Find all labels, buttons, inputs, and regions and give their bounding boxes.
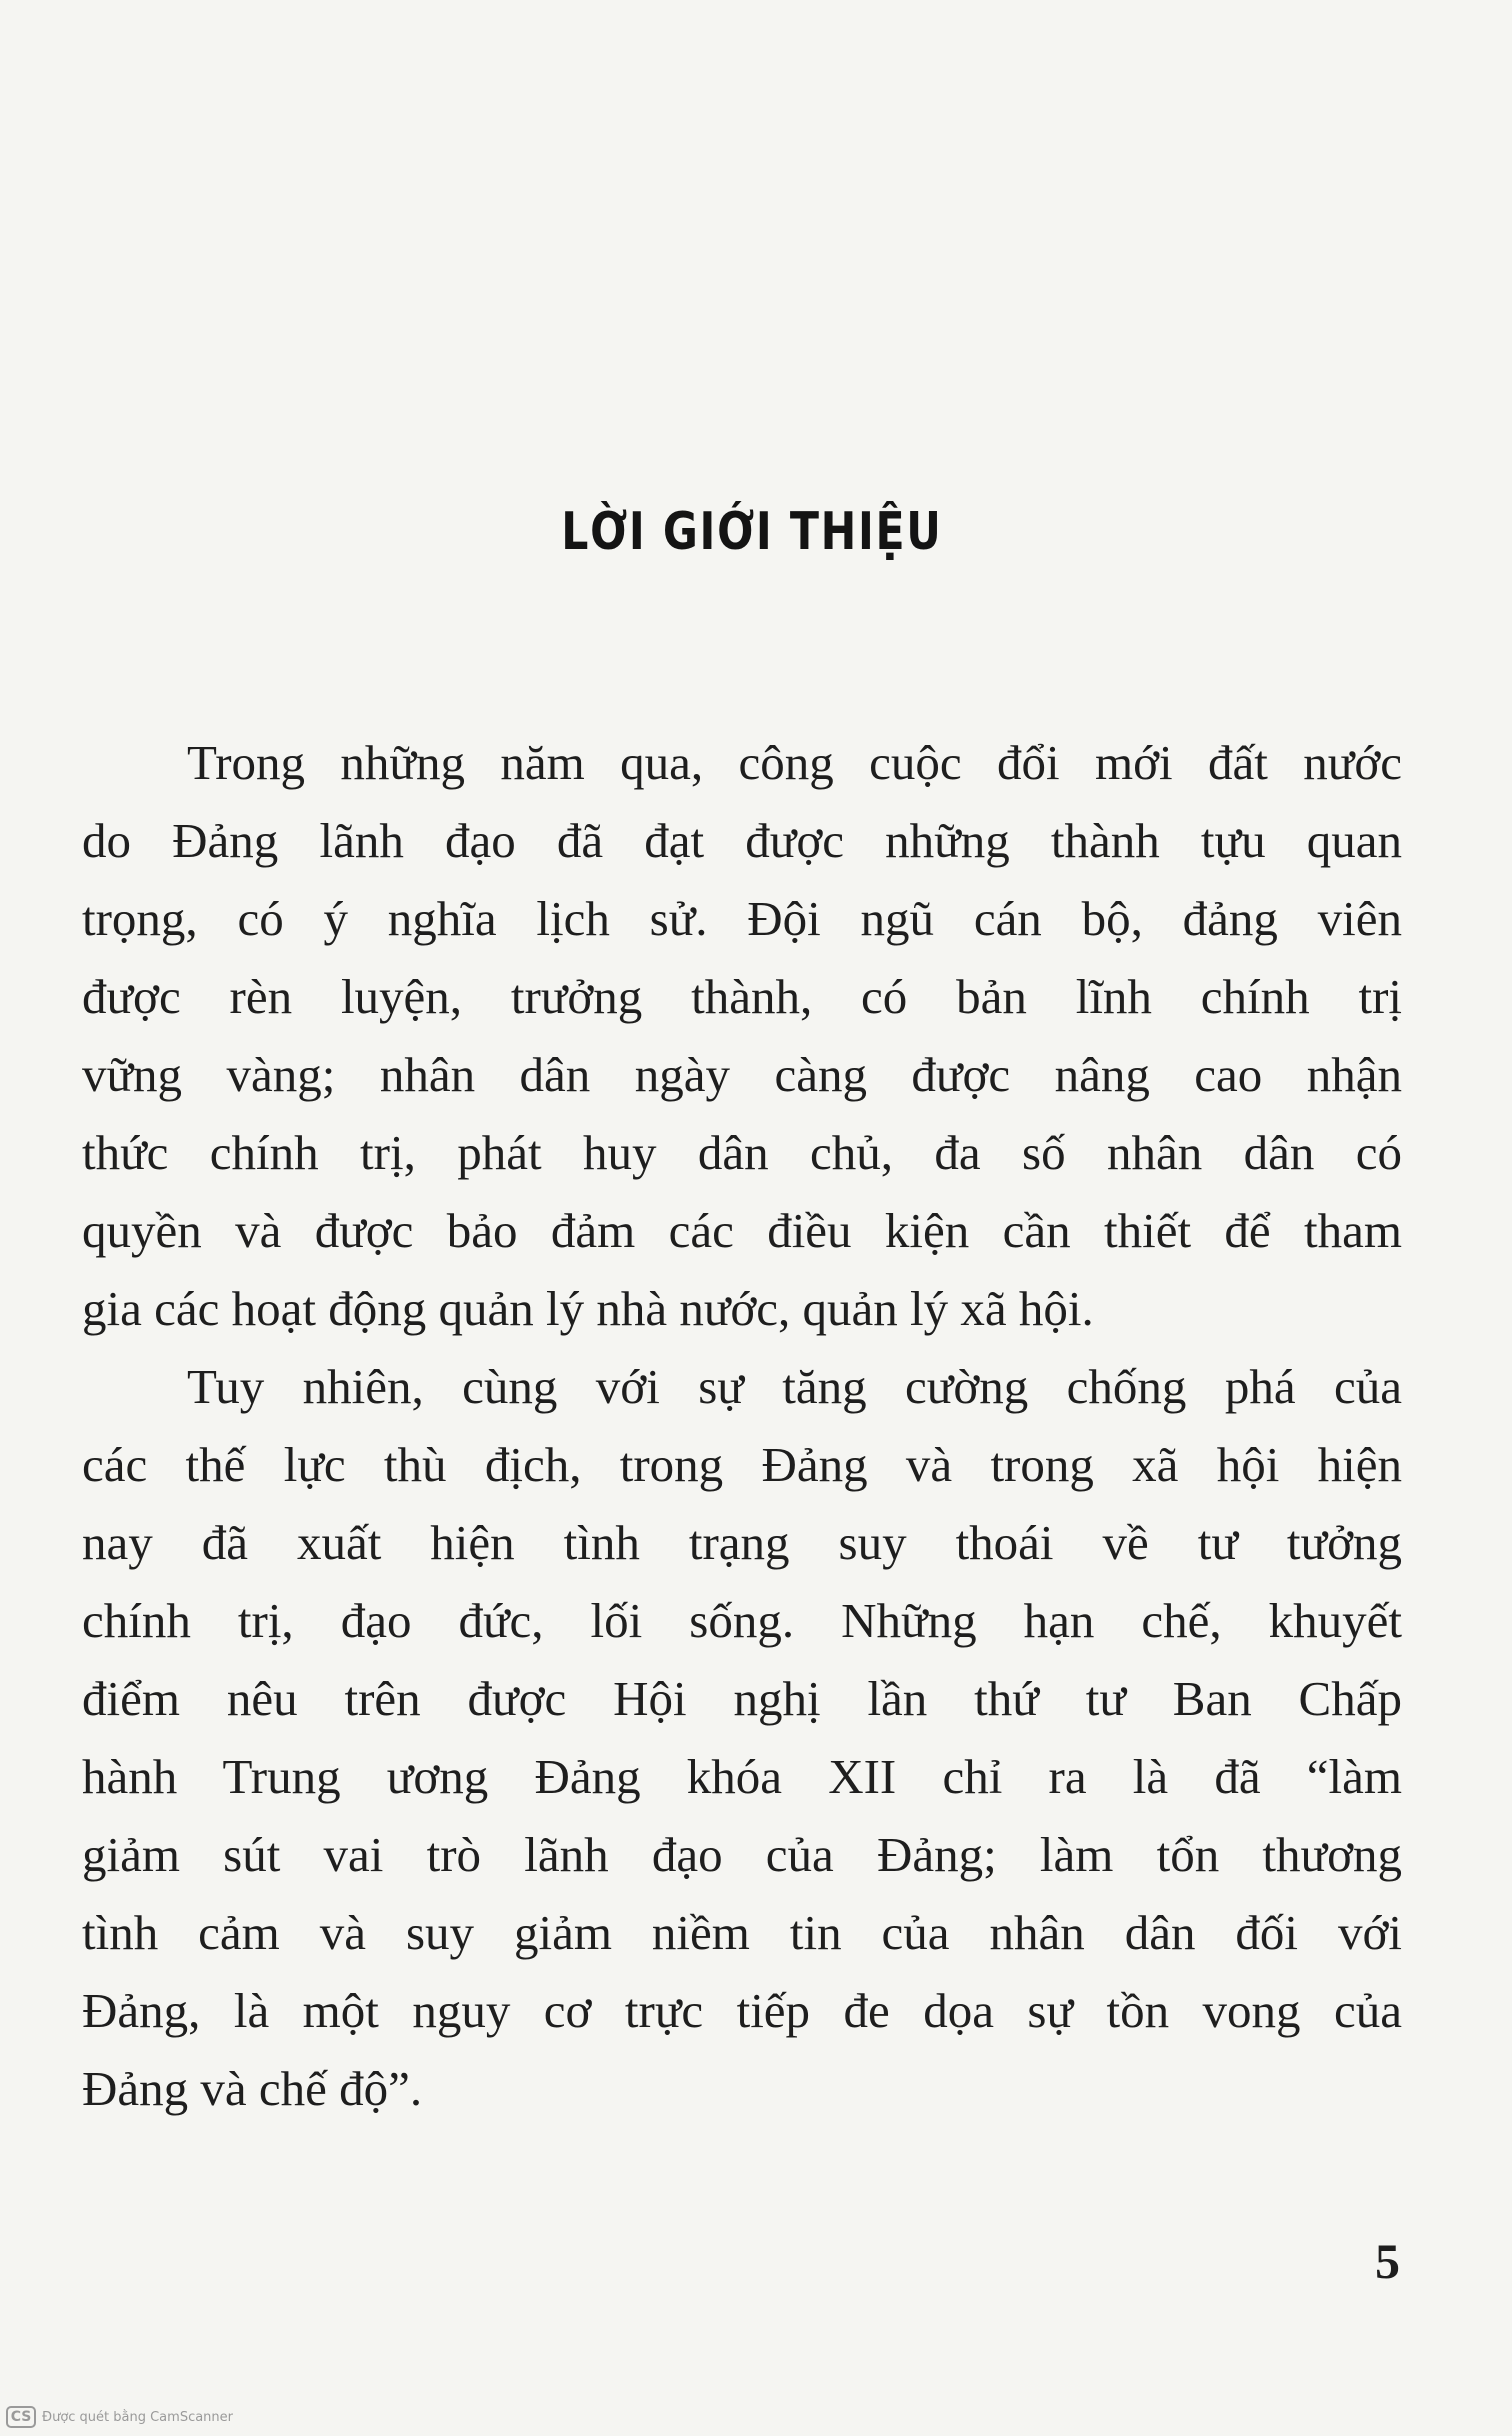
text-line: các thế lực thù địch, trong Đảng và trong xã hội hiện — [82, 1437, 1402, 1492]
text-line: điểm nêu trên được Hội nghị lần thứ tư Ban Chấp — [82, 1671, 1402, 1726]
text-line: hành Trung ương Đảng khóa XII chỉ ra là đã “làm — [82, 1749, 1402, 1804]
text-line: Đảng và chế độ”. — [82, 2061, 423, 2116]
text-line: nay đã xuất hiện tình trạng suy thoái về tư tưởng — [82, 1515, 1402, 1570]
camscanner-logo-icon: CS — [6, 2406, 36, 2428]
page-title: LỜI GIỚI THIỆU — [561, 502, 943, 562]
text-line: Tuy nhiên, cùng với sự tăng cường chống phá của — [187, 1359, 1402, 1414]
text-line: được rèn luyện, trưởng thành, có bản lĩnh chính trị — [82, 969, 1402, 1024]
body-text — [82, 724, 1402, 2128]
text-line: Đảng, là một nguy cơ trực tiếp đe dọa sự tồn vong của — [82, 1983, 1402, 2038]
text-line: gia các hoạt động quản lý nhà nước, quản lý xã hội. — [82, 1281, 1094, 1336]
text-line: giảm sút vai trò lãnh đạo của Đảng; làm tổn thương — [82, 1827, 1402, 1882]
text-line: thức chính trị, phát huy dân chủ, đa số nhân dân có — [82, 1125, 1402, 1180]
text-line: trọng, có ý nghĩa lịch sử. Đội ngũ cán bộ, đảng viên — [82, 891, 1402, 946]
watermark-text: Được quét bằng CamScanner — [42, 2409, 234, 2425]
scanner-watermark — [6, 2406, 233, 2428]
page-number: 5 — [1375, 2233, 1400, 2289]
text-line: vững vàng; nhân dân ngày càng được nâng cao nhận — [82, 1047, 1402, 1102]
text-line: Trong những năm qua, công cuộc đổi mới đất nước — [187, 735, 1402, 790]
text-line: do Đảng lãnh đạo đã đạt được những thành tựu quan — [82, 813, 1402, 868]
text-line: quyền và được bảo đảm các điều kiện cần thiết để tham — [82, 1203, 1402, 1258]
text-line: tình cảm và suy giảm niềm tin của nhân dân đối với — [82, 1905, 1402, 1960]
text-line: chính trị, đạo đức, lối sống. Những hạn chế, khuyết — [82, 1593, 1402, 1648]
